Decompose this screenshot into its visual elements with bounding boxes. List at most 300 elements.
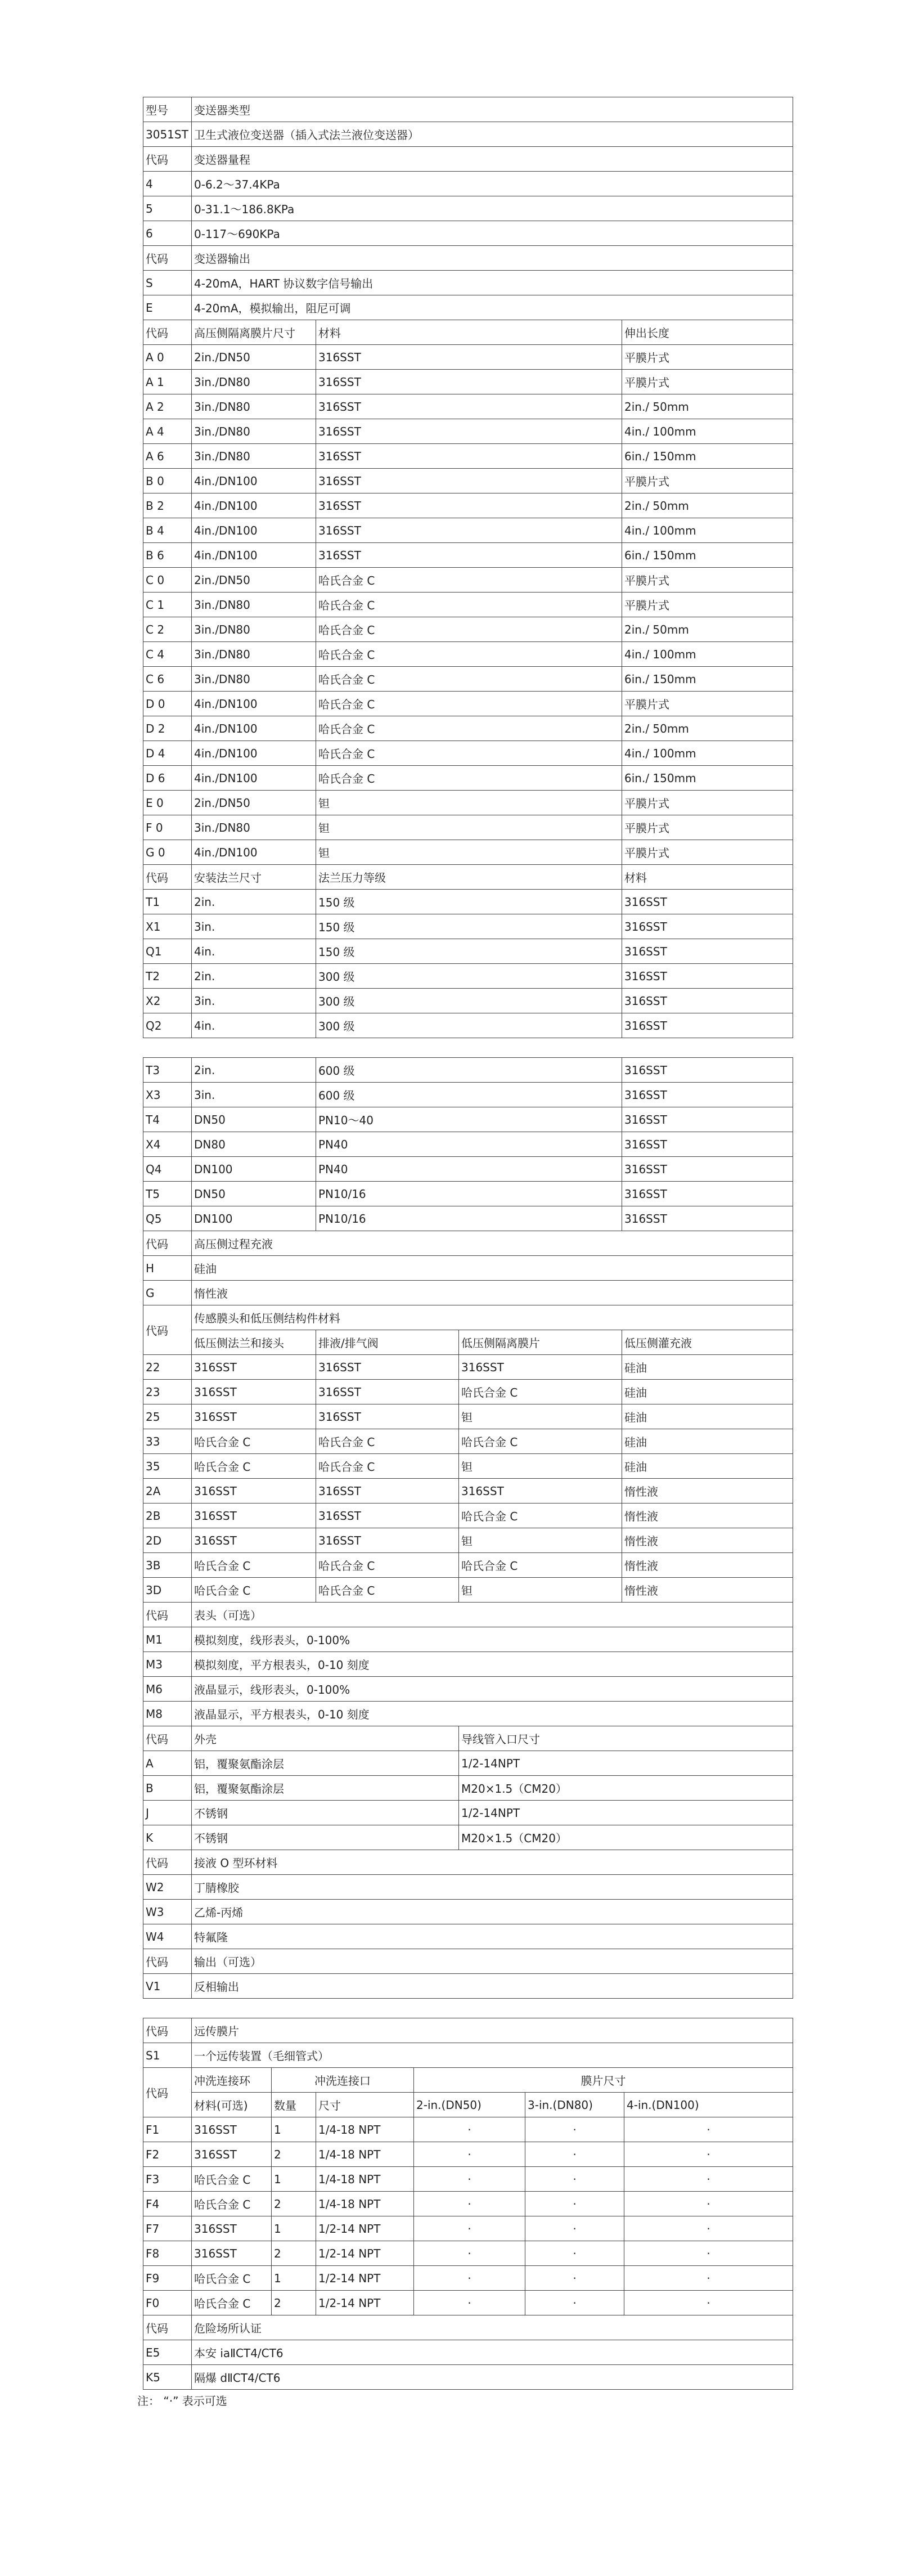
- remote-item-row: [143, 2241, 793, 2266]
- size-cell: 3in./DN80: [192, 617, 316, 642]
- option-code: 25: [143, 1404, 192, 1429]
- size-cell: 4in./DN100: [192, 766, 316, 791]
- spec-cell: 钽: [459, 1578, 622, 1603]
- diaphragm-row: [143, 667, 793, 692]
- size-cell: 4in.: [192, 1013, 316, 1038]
- option-code: Q5: [143, 1206, 192, 1231]
- diaphragm-row: [143, 716, 793, 741]
- diaphragm-row: [143, 617, 793, 642]
- spec-cell: 2in./ 50mm: [622, 716, 793, 741]
- option-description: 惰性液: [192, 1281, 793, 1305]
- spec-cell: 惰性液: [622, 1578, 793, 1603]
- option-code: A 1: [143, 370, 192, 394]
- spec-cell: 平膜片式: [622, 840, 793, 865]
- spec-cell: 哈氏合金 C: [316, 1578, 459, 1603]
- spec-cell: 硅油: [622, 1454, 793, 1479]
- option-description: 本安 iaⅡCT4/CT6: [192, 2340, 793, 2365]
- spec-cell: 1/4-18 NPT: [316, 2192, 414, 2216]
- spec-cell: 哈氏合金 C: [316, 568, 622, 593]
- meter-row: [143, 1702, 793, 1726]
- remote-seal-table: [143, 2018, 793, 2390]
- section-title: 变送器输出: [192, 246, 793, 271]
- option-code: T1: [143, 890, 192, 914]
- cert-row: [143, 2365, 793, 2390]
- option-code: B 2: [143, 493, 192, 518]
- size-cell: 3in./DN80: [192, 815, 316, 840]
- option-code: Q1: [143, 939, 192, 964]
- option-available-dot: ·: [525, 2117, 624, 2142]
- cert-header-row: [143, 2315, 793, 2340]
- option-description: 卫生式液位变送器（插入式法兰液位变送器）: [192, 122, 793, 147]
- option-code: D 2: [143, 716, 192, 741]
- diaphragm-row: [143, 642, 793, 667]
- column-header: 低压侧灌充液: [622, 1330, 793, 1355]
- diaphragm-row: [143, 692, 793, 716]
- column-header: 3-in.(DN80): [525, 2093, 624, 2117]
- spec-cell: 316SST: [316, 1528, 459, 1553]
- spec-cell: 平膜片式: [622, 568, 793, 593]
- housing-row: [143, 1751, 793, 1776]
- option-code: T3: [143, 1058, 192, 1083]
- spec-cell: 316SST: [316, 345, 622, 370]
- output_opt-header-row: [143, 1949, 793, 1974]
- spec-cell: 150 级: [316, 890, 622, 914]
- size-cell: 3in./DN80: [192, 370, 316, 394]
- spec-cell: 哈氏合金 C: [192, 2291, 272, 2315]
- spec-cell: 不锈钢: [192, 1801, 459, 1825]
- option-description: 特氟隆: [192, 1924, 793, 1949]
- spec-cell: 惰性液: [622, 1553, 793, 1578]
- spec-cell: 不锈钢: [192, 1825, 459, 1850]
- spec-cell: 6in./ 150mm: [622, 667, 793, 692]
- spec-cell: 2: [272, 2291, 316, 2315]
- spec-cell: 哈氏合金 C: [316, 667, 622, 692]
- option-description: 4-20mA，HART 协议数字信号输出: [192, 271, 793, 295]
- spec-cell: 哈氏合金 C: [316, 642, 622, 667]
- spec-cell: 钽: [459, 1528, 622, 1553]
- page-gap-2: [143, 1999, 793, 2018]
- option-description: 0-31.1～186.8KPa: [192, 196, 793, 221]
- spec-cell: 316SST: [622, 1182, 793, 1206]
- sensor-row: [143, 1380, 793, 1404]
- diaphragm-row: [143, 444, 793, 469]
- option-code: C 1: [143, 593, 192, 617]
- spec-cell: 4in./ 100mm: [622, 518, 793, 543]
- spec-cell: 316SST: [192, 2241, 272, 2266]
- option-code: 35: [143, 1454, 192, 1479]
- option-code: 3D: [143, 1578, 192, 1603]
- option-code: C 2: [143, 617, 192, 642]
- spec-cell: 316SST: [192, 2117, 272, 2142]
- sensor-row: [143, 1504, 793, 1528]
- option-available-dot: ·: [525, 2291, 624, 2315]
- flange_a-row: [143, 914, 793, 939]
- spec-cell: 平膜片式: [622, 815, 793, 840]
- option-description: 液晶显示，线形表头，0-100%: [192, 1677, 793, 1702]
- sensor-row: [143, 1479, 793, 1504]
- option-available-dot: ·: [624, 2241, 793, 2266]
- sensor-header-row: [143, 1305, 793, 1330]
- spec-cell: 316SST: [622, 989, 793, 1013]
- code-header: 代码: [143, 1726, 192, 1751]
- spec-cell: 2: [272, 2241, 316, 2266]
- remote-item-row: [143, 2142, 793, 2167]
- option-code: X1: [143, 914, 192, 939]
- size-cell: 4in./DN100: [192, 716, 316, 741]
- option-code: F1: [143, 2117, 192, 2142]
- option-code: D 6: [143, 766, 192, 791]
- remote-item-row: [143, 2291, 793, 2315]
- option-code: S: [143, 271, 192, 295]
- spec-document: [137, 97, 793, 2408]
- remote-item-row: [143, 2216, 793, 2241]
- option-code: 2B: [143, 1504, 192, 1528]
- flange_b-row: [143, 1206, 793, 1231]
- option-code: 6: [143, 221, 192, 246]
- flange_a-row: [143, 1013, 793, 1038]
- spec-cell: 惰性液: [622, 1528, 793, 1553]
- option-code: 2D: [143, 1528, 192, 1553]
- size-cell: DN100: [192, 1157, 316, 1182]
- option-code: W2: [143, 1875, 192, 1900]
- size-cell: 2in./DN50: [192, 345, 316, 370]
- option-code: T5: [143, 1182, 192, 1206]
- sensor-row: [143, 1404, 793, 1429]
- diaphragm-row: [143, 593, 793, 617]
- option-description: 反相输出: [192, 1974, 793, 1999]
- size-cell: 3in./DN80: [192, 593, 316, 617]
- diaphragm-row: [143, 394, 793, 419]
- size-cell: 3in./DN80: [192, 394, 316, 419]
- flange_a-row: [143, 989, 793, 1013]
- spec-cell: 2in./ 50mm: [622, 493, 793, 518]
- spec-cell: 1/2-14 NPT: [316, 2216, 414, 2241]
- option-code: M6: [143, 1677, 192, 1702]
- spec-cell: 1: [272, 2266, 316, 2291]
- code-header: 代码: [143, 320, 192, 345]
- spec-cell: 1: [272, 2167, 316, 2192]
- option-code: J: [143, 1801, 192, 1825]
- spec-cell: PN10～40: [316, 1107, 622, 1132]
- diaphragm-row: [143, 840, 793, 865]
- spec-cell: 316SST: [192, 1528, 316, 1553]
- spec-cell: 316SST: [316, 444, 622, 469]
- option-code: K: [143, 1825, 192, 1850]
- oring-row: [143, 1924, 793, 1949]
- option-code: M3: [143, 1652, 192, 1677]
- spec-cell: 哈氏合金 C: [316, 1553, 459, 1578]
- remote-row: [143, 2043, 793, 2068]
- option-code: A 2: [143, 394, 192, 419]
- spec-cell: 316SST: [192, 2142, 272, 2167]
- size-cell: 3in.: [192, 989, 316, 1013]
- spec-cell: 316SST: [316, 1380, 459, 1404]
- spec-cell: 300 级: [316, 1013, 622, 1038]
- column-header: 材料: [316, 320, 622, 345]
- option-code: 3051ST: [143, 122, 192, 147]
- spec-cell: 哈氏合金 C: [316, 741, 622, 766]
- option-description: 4-20mA，模拟输出，阻尼可调: [192, 295, 793, 320]
- option-code: 5: [143, 196, 192, 221]
- model-row: [143, 122, 793, 147]
- column-header: 冲洗连接口: [272, 2068, 414, 2093]
- spec-cell: 316SST: [622, 1132, 793, 1157]
- option-description: 一个远传装置（毛细管式）: [192, 2043, 793, 2068]
- option-code: G: [143, 1281, 192, 1305]
- option-code: F 0: [143, 815, 192, 840]
- spec-cell: 6in./ 150mm: [622, 543, 793, 568]
- spec-cell: 哈氏合金 C: [192, 2167, 272, 2192]
- option-code: W4: [143, 1924, 192, 1949]
- size-cell: 4in./DN100: [192, 493, 316, 518]
- size-cell: 2in.: [192, 1058, 316, 1083]
- spec-cell: 316SST: [192, 1355, 316, 1380]
- diaphragm-row: [143, 791, 793, 815]
- column-header: 膜片尺寸: [414, 2068, 793, 2093]
- flange_b-row: [143, 1107, 793, 1132]
- spec-cell: 1: [272, 2216, 316, 2241]
- spec-cell: 1: [272, 2117, 316, 2142]
- spec-cell: 硅油: [622, 1355, 793, 1380]
- size-cell: 3in./DN80: [192, 642, 316, 667]
- option-available-dot: ·: [414, 2142, 525, 2167]
- flange_a-row: [143, 890, 793, 914]
- diaphragm-row: [143, 766, 793, 791]
- spec-cell: PN40: [316, 1132, 622, 1157]
- option-code: C 6: [143, 667, 192, 692]
- spec-cell: 316SST: [316, 1479, 459, 1504]
- spec-cell: 316SST: [192, 1380, 316, 1404]
- spec-cell: 平膜片式: [622, 370, 793, 394]
- option-description: 乙烯-丙烯: [192, 1900, 793, 1924]
- spec-cell: 惰性液: [622, 1504, 793, 1528]
- spec-cell: 4in./ 100mm: [622, 642, 793, 667]
- spec-cell: PN10/16: [316, 1206, 622, 1231]
- spec-cell: 2in./ 50mm: [622, 617, 793, 642]
- flange_a-row: [143, 964, 793, 989]
- option-code: B: [143, 1776, 192, 1801]
- option-code: B 6: [143, 543, 192, 568]
- spec-cell: 150 级: [316, 914, 622, 939]
- spec-cell: 316SST: [316, 370, 622, 394]
- size-cell: 3in.: [192, 914, 316, 939]
- option-code: 4: [143, 172, 192, 196]
- option-code: 22: [143, 1355, 192, 1380]
- size-cell: 4in./DN100: [192, 741, 316, 766]
- spec-cell: 316SST: [316, 1504, 459, 1528]
- sensor-row: [143, 1578, 793, 1603]
- option-code: E: [143, 295, 192, 320]
- oring-header-row: [143, 1850, 793, 1875]
- column-header: 排液/排气阀: [316, 1330, 459, 1355]
- spec-cell: 哈氏合金 C: [459, 1553, 622, 1578]
- diaphragm-row: [143, 469, 793, 493]
- spec-cell: 平膜片式: [622, 791, 793, 815]
- spec-cell: 哈氏合金 C: [192, 1454, 316, 1479]
- spec-cell: 316SST: [192, 1404, 316, 1429]
- diaphragm-row: [143, 741, 793, 766]
- spec-cell: 钽: [316, 791, 622, 815]
- spec-cell: PN40: [316, 1157, 622, 1182]
- size-cell: 2in./DN50: [192, 568, 316, 593]
- code-header: 代码: [143, 246, 192, 271]
- spec-cell: 316SST: [622, 939, 793, 964]
- spec-cell: 4in./ 100mm: [622, 419, 793, 444]
- option-code: Q2: [143, 1013, 192, 1038]
- spec-cell: 铝，覆聚氨酯涂层: [192, 1776, 459, 1801]
- diaphragm-row: [143, 419, 793, 444]
- diaphragm-row: [143, 543, 793, 568]
- code-header: 代码: [143, 1603, 192, 1627]
- option-description: 0-117～690KPa: [192, 221, 793, 246]
- option-available-dot: ·: [414, 2216, 525, 2241]
- spec-cell: 哈氏合金 C: [316, 1454, 459, 1479]
- size-cell: 2in.: [192, 890, 316, 914]
- section-title: 输出（可选）: [192, 1949, 793, 1974]
- flange_a-header-row: [143, 865, 793, 890]
- spec-cell: 钽: [316, 815, 622, 840]
- option-code: E5: [143, 2340, 192, 2365]
- spec-cell: 316SST: [459, 1355, 622, 1380]
- spec-cell: 316SST: [622, 1058, 793, 1083]
- option-available-dot: ·: [414, 2291, 525, 2315]
- option-available-dot: ·: [525, 2192, 624, 2216]
- option-code: X2: [143, 989, 192, 1013]
- option-available-dot: ·: [525, 2241, 624, 2266]
- option-code: C 4: [143, 642, 192, 667]
- range-row: [143, 196, 793, 221]
- option-available-dot: ·: [414, 2117, 525, 2142]
- spec-cell: 316SST: [622, 1157, 793, 1182]
- option-available-dot: ·: [525, 2266, 624, 2291]
- spec-cell: 哈氏合金 C: [459, 1429, 622, 1454]
- spec-cell: 316SST: [459, 1479, 622, 1504]
- spec-cell: M20×1.5（CM20）: [459, 1825, 793, 1850]
- option-code: M8: [143, 1702, 192, 1726]
- size-cell: 3in.: [192, 1083, 316, 1107]
- spec-cell: 600 级: [316, 1083, 622, 1107]
- fill-row: [143, 1256, 793, 1281]
- spec-cell: 哈氏合金 C: [192, 1553, 316, 1578]
- sensor-row: [143, 1355, 793, 1380]
- flange_b-row: [143, 1157, 793, 1182]
- spec-cell: 平膜片式: [622, 593, 793, 617]
- spec-cell: 硅油: [622, 1380, 793, 1404]
- oring-row: [143, 1875, 793, 1900]
- sensor-row: [143, 1454, 793, 1479]
- flange_b-row: [143, 1132, 793, 1157]
- spec-cell: 316SST: [622, 1083, 793, 1107]
- section-title: 远传膜片: [192, 2018, 793, 2043]
- option-code: A 4: [143, 419, 192, 444]
- spec-cell: 316SST: [316, 1355, 459, 1380]
- section-title: 传感膜头和低压侧结构件材料: [192, 1305, 793, 1330]
- option-code: X4: [143, 1132, 192, 1157]
- spec-cell: 哈氏合金 C: [316, 593, 622, 617]
- column-header: 安装法兰尺寸: [192, 865, 316, 890]
- spec-cell: 316SST: [316, 518, 622, 543]
- sensor-subheader-row: [143, 1330, 793, 1355]
- section-title: 表头（可选）: [192, 1603, 793, 1627]
- housing-row: [143, 1825, 793, 1850]
- spec-table-continued: [143, 1057, 793, 1999]
- option-available-dot: ·: [414, 2266, 525, 2291]
- code-header: 代码: [143, 2018, 192, 2043]
- spec-table-main: [143, 97, 793, 1038]
- column-header: 低压侧法兰和接头: [192, 1330, 316, 1355]
- size-cell: 4in./DN100: [192, 469, 316, 493]
- spec-cell: 1/2-14 NPT: [316, 2266, 414, 2291]
- option-code: D 0: [143, 692, 192, 716]
- option-description: 丁腈橡胶: [192, 1875, 793, 1900]
- option-code: W3: [143, 1900, 192, 1924]
- option-code: C 0: [143, 568, 192, 593]
- option-description: 液晶显示，平方根表头，0-10 刻度: [192, 1702, 793, 1726]
- option-code: A: [143, 1751, 192, 1776]
- spec-cell: 316SST: [622, 1013, 793, 1038]
- spec-cell: 哈氏合金 C: [316, 1429, 459, 1454]
- spec-cell: 600 级: [316, 1058, 622, 1083]
- option-code: 33: [143, 1429, 192, 1454]
- option-code: 23: [143, 1380, 192, 1404]
- option-code: B 4: [143, 518, 192, 543]
- option-code: M1: [143, 1627, 192, 1652]
- diaphragm-row: [143, 370, 793, 394]
- spec-cell: 316SST: [316, 493, 622, 518]
- footnote: 注： “·” 表示可选: [137, 2394, 227, 2408]
- column-header: 数量: [272, 2093, 316, 2117]
- flange_a-row: [143, 939, 793, 964]
- option-code: E 0: [143, 791, 192, 815]
- spec-cell: 哈氏合金 C: [192, 1578, 316, 1603]
- option-available-dot: ·: [624, 2216, 793, 2241]
- spec-cell: 哈氏合金 C: [316, 617, 622, 642]
- option-available-dot: ·: [525, 2142, 624, 2167]
- size-cell: 2in./DN50: [192, 791, 316, 815]
- code-header: 代码: [143, 1305, 192, 1355]
- column-header: 伸出长度: [622, 320, 793, 345]
- section-title: 变送器量程: [192, 147, 793, 172]
- spec-cell: 1/2-14NPT: [459, 1801, 793, 1825]
- spec-cell: M20×1.5（CM20）: [459, 1776, 793, 1801]
- spec-cell: 316SST: [622, 964, 793, 989]
- spec-cell: 2in./ 50mm: [622, 394, 793, 419]
- option-available-dot: ·: [414, 2241, 525, 2266]
- spec-cell: 2: [272, 2142, 316, 2167]
- spec-cell: 硅油: [622, 1429, 793, 1454]
- size-cell: 4in./DN100: [192, 543, 316, 568]
- spec-cell: 1/2-14 NPT: [316, 2291, 414, 2315]
- option-code: F8: [143, 2241, 192, 2266]
- option-code: F9: [143, 2266, 192, 2291]
- option-code: G 0: [143, 840, 192, 865]
- spec-cell: 316SST: [192, 1504, 316, 1528]
- remote-item-row: [143, 2192, 793, 2216]
- fill-header-row: [143, 1231, 793, 1256]
- option-available-dot: ·: [414, 2167, 525, 2192]
- option-description: 模拟刻度，平方根表头，0-10 刻度: [192, 1652, 793, 1677]
- code-header: 代码: [143, 1850, 192, 1875]
- column-header: 高压侧隔离膜片尺寸: [192, 320, 316, 345]
- size-cell: 4in./DN100: [192, 840, 316, 865]
- remote-header-row: [143, 2018, 793, 2043]
- option-code: B 0: [143, 469, 192, 493]
- option-description: 隔爆 dⅡCT4/CT6: [192, 2365, 793, 2390]
- option-available-dot: ·: [624, 2117, 793, 2142]
- diaphragm-row: [143, 815, 793, 840]
- remote-subheader-row: [143, 2068, 793, 2093]
- section-title: 变送器类型: [192, 97, 793, 122]
